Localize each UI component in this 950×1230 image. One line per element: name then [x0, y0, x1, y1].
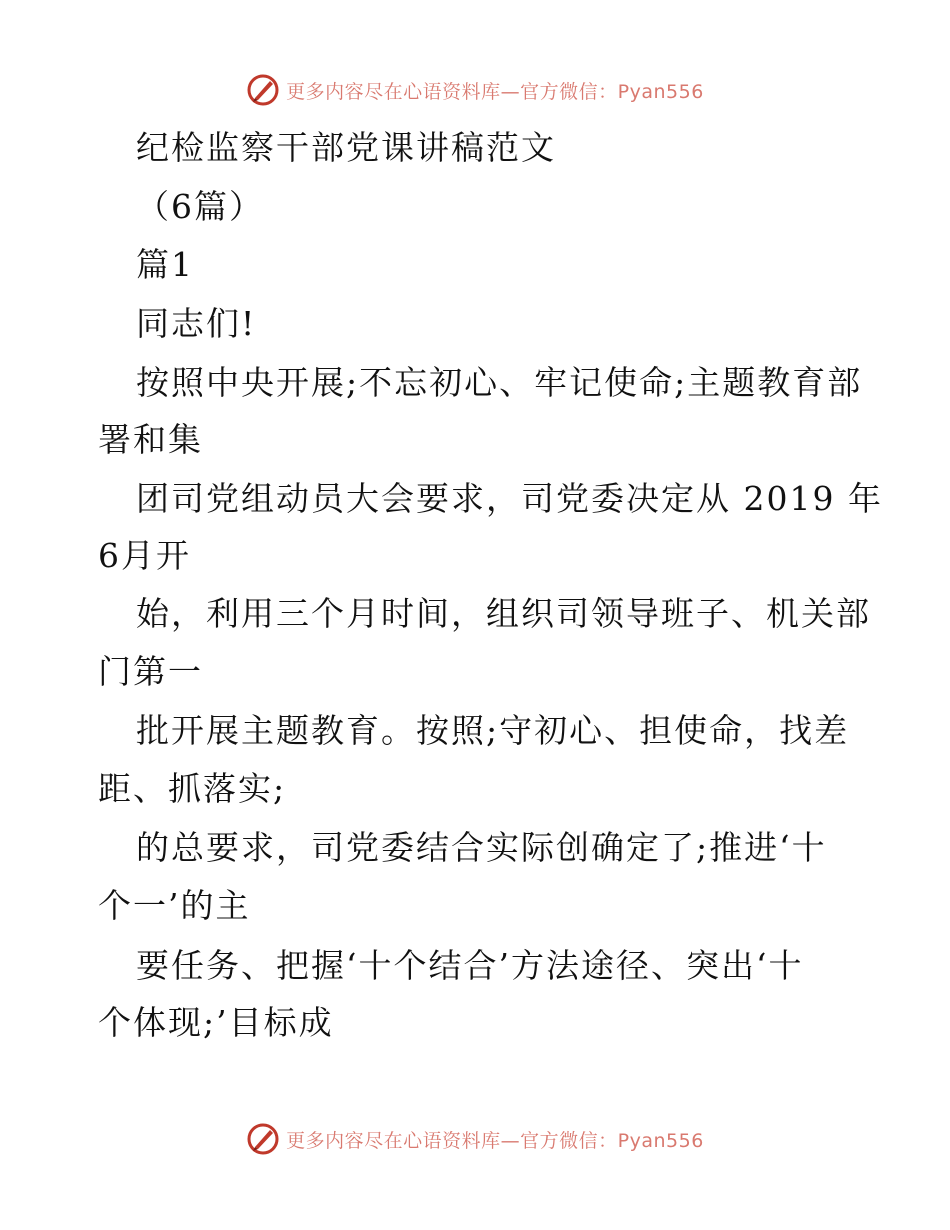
- paragraph-line: 署和集: [98, 420, 203, 459]
- paragraph-line: 要任务、把握‘十个结合’方法途径、突出‘十: [136, 946, 804, 985]
- watermark-text: 更多内容尽在心语资料库—官方微信：Pyan556: [286, 1129, 704, 1152]
- paragraph-line: 个体现;’目标成: [98, 1003, 334, 1042]
- document-title: 纪检监察干部党课讲稿范文: [136, 128, 556, 167]
- header-watermark: [0, 70, 950, 110]
- paragraph-line: 团司党组动员大会要求，司党委决定从 2019 年: [136, 479, 883, 518]
- greeting: 同志们!: [136, 304, 257, 343]
- paragraph-line: 个一’的主: [98, 886, 251, 925]
- paragraph-line: 6月开: [98, 536, 191, 575]
- section-heading: 篇1: [136, 245, 194, 284]
- paragraph-line: 距、抓落实;: [98, 769, 287, 808]
- watermark-text: 更多内容尽在心语资料库—官方微信：Pyan556: [286, 80, 704, 103]
- document-subtitle: （6篇）: [136, 187, 264, 226]
- quill-logo-icon: [246, 73, 280, 107]
- paragraph-line: 始，利用三个月时间，组织司领导班子、机关部: [136, 594, 871, 633]
- paragraph-line: 按照中央开展;不忘初心、牢记使命;主题教育部: [136, 363, 863, 402]
- footer-watermark: [0, 1119, 950, 1159]
- quill-logo-icon: [246, 1122, 280, 1156]
- paragraph-line: 的总要求，司党委结合实际创确定了;推进‘十: [136, 828, 827, 867]
- paragraph-line: 批开展主题教育。按照;守初心、担使命，找差: [136, 711, 850, 750]
- paragraph-line: 门第一: [98, 652, 203, 691]
